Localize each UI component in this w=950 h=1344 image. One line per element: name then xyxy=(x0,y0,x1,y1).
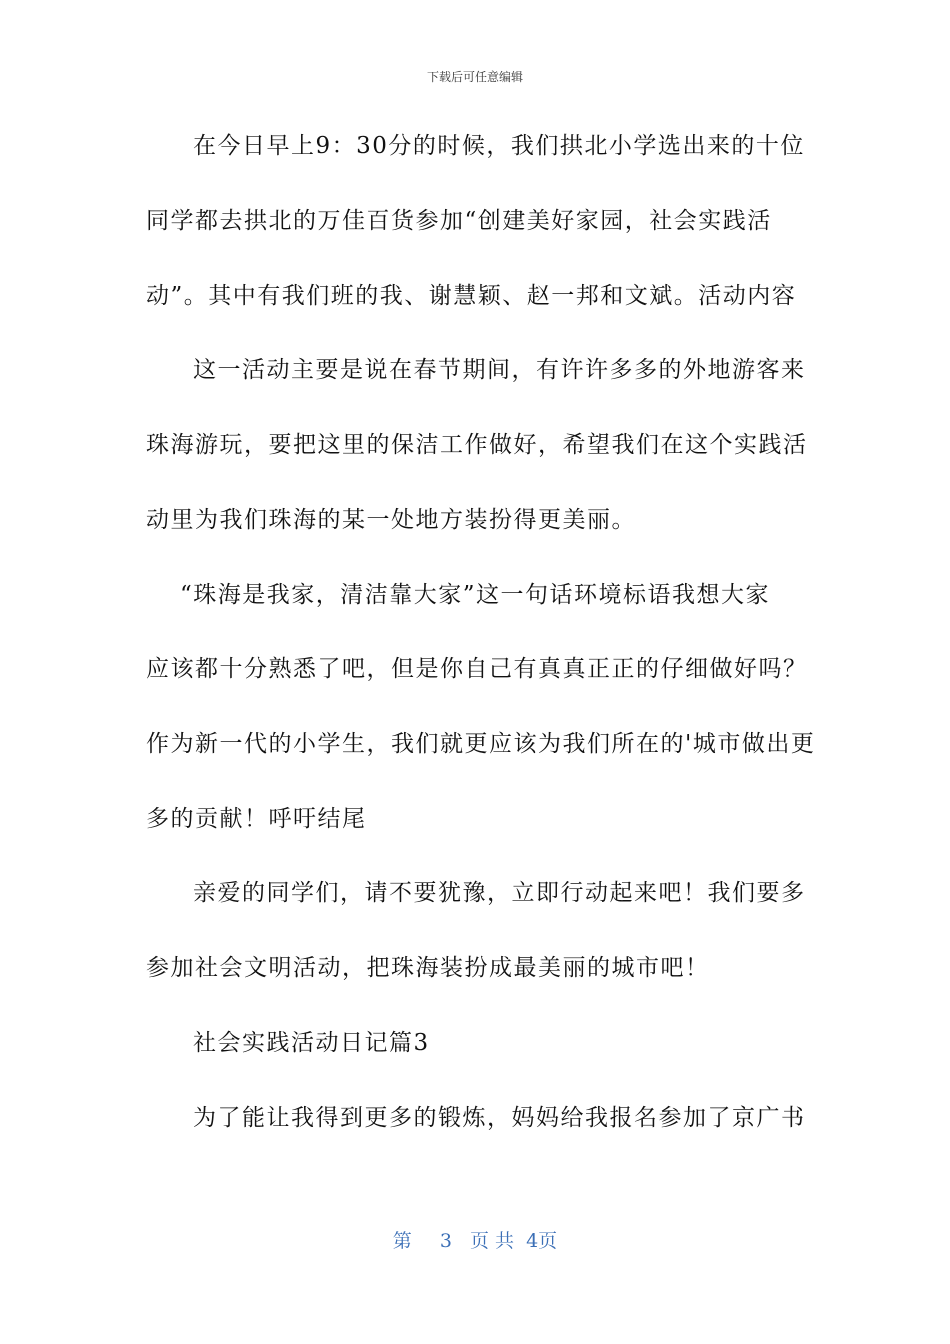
text-line: 作为新一代的小学生，我们就更应该为我们所在的'城市做出更 xyxy=(146,731,816,757)
text-line: 多的贡献！呼吁结尾 xyxy=(146,806,367,832)
footer-prefix: 第 xyxy=(392,1230,412,1252)
text-line: 在今日早上9：30分的时候，我们拱北小学选出来的十位 xyxy=(193,133,805,159)
text-line: 这一活动主要是说在春节期间，有许许多多的外地游客来 xyxy=(193,357,806,383)
text-line: 参加社会文明活动，把珠海装扮成最美丽的城市吧！ xyxy=(146,955,710,981)
page-header: 下载后可任意编辑 xyxy=(426,70,523,84)
text-line: 亲爱的同学们，请不要犹豫，立即行动起来吧！我们要多 xyxy=(193,880,806,906)
page-footer xyxy=(0,1226,950,1253)
footer-mid: 页 共 xyxy=(470,1230,515,1252)
text-line: “珠海是我家，清洁靠大家”这一句话环境标语我想大家 xyxy=(180,582,771,608)
footer-current-page: 3 xyxy=(439,1230,452,1252)
text-line: 动里为我们珠海的某一处地方装扮得更美丽。 xyxy=(146,507,636,533)
text-line: 动”。其中有我们班的我、谢慧颖、赵一邦和文斌。活动内容 xyxy=(146,283,797,309)
text-line: 珠海游玩，要把这里的保洁工作做好，希望我们在这个实践活 xyxy=(146,432,808,458)
text-line: 应该都十分熟悉了吧，但是你自己有真真正正的仔细做好吗？ xyxy=(146,656,808,682)
section-heading: 社会实践活动日记篇3 xyxy=(193,1030,430,1056)
text-line: 为了能让我得到更多的锻炼，妈妈给我报名参加了京广书 xyxy=(193,1105,806,1131)
text-line: 同学都去拱北的万佳百货参加“创建美好家园，社会实践活 xyxy=(146,208,772,234)
footer-total: 4页 xyxy=(526,1230,558,1252)
